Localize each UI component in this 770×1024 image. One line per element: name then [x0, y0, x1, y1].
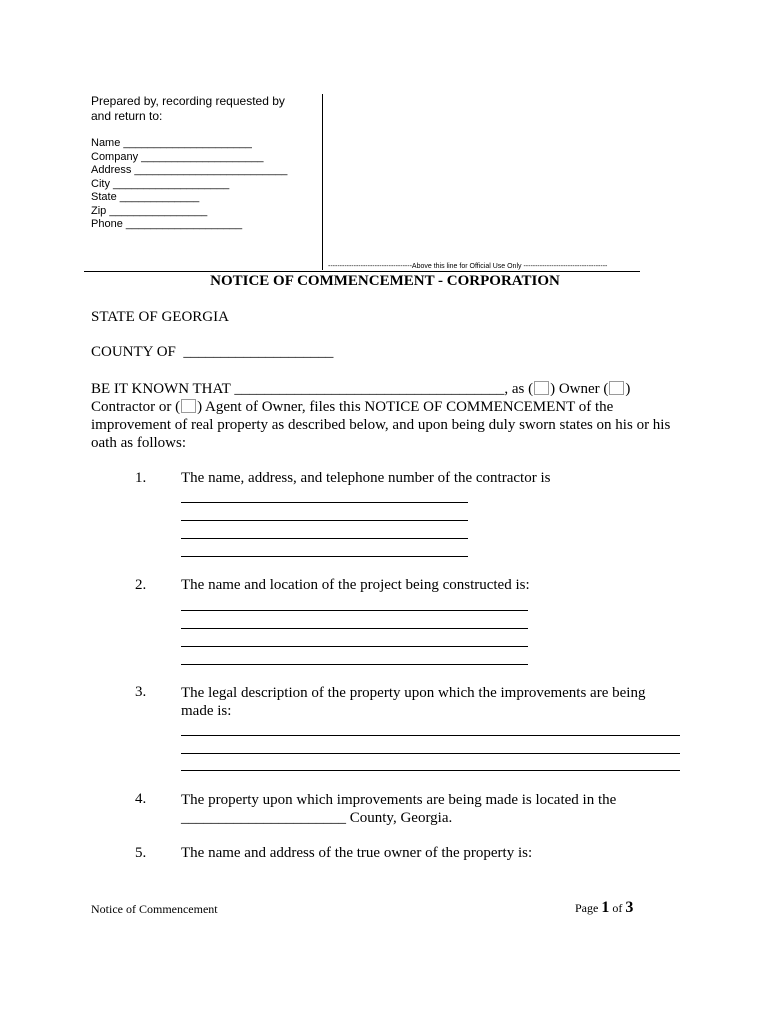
- agent-checkbox[interactable]: [181, 399, 196, 413]
- item-4-text: The property upon which improvements are being made is located in the ______________________ County, Georgia.: [181, 792, 617, 826]
- item-2-blank-line[interactable]: [181, 628, 528, 629]
- intro-line-3: improvement of real property as described below, and upon being duly sworn states on his or his: [91, 417, 671, 433]
- current-page: 1: [601, 899, 610, 916]
- county-line: [91, 344, 333, 361]
- city-blank[interactable]: ___________________: [113, 177, 230, 190]
- item-2-number: 2.: [135, 577, 147, 593]
- footer-doc-title: Notice of Commencement: [91, 902, 218, 916]
- field-phone: Phone ___________________: [91, 218, 243, 230]
- address-blank[interactable]: _________________________: [134, 164, 288, 176]
- field-state: State _____________: [91, 191, 200, 203]
- intro-paragraph: [91, 380, 670, 452]
- name-blank[interactable]: _____________________: [123, 137, 252, 149]
- item-1-text: The name, address, and telephone number of the contractor is: [181, 470, 551, 486]
- item-3-blank-line[interactable]: [181, 735, 680, 736]
- field-city: City ___________________: [91, 177, 230, 190]
- intro-line-1: BE IT KNOWN THAT ____________________________________, as ( ) Owner ( ): [91, 381, 631, 397]
- page-indicator: Page 1 of 3: [575, 899, 634, 916]
- item-1-blank-line[interactable]: [181, 556, 468, 557]
- item-5-number: 5.: [135, 845, 147, 861]
- company-blank[interactable]: ____________________: [141, 150, 264, 163]
- item-4-county-blank[interactable]: ______________________ County, Georgia.: [181, 810, 453, 826]
- item-3-text: The legal description of the property upon which the improvements are being made is:: [181, 685, 646, 719]
- contractor-checkbox[interactable]: [609, 381, 624, 395]
- item-1-blank-line[interactable]: [181, 502, 468, 503]
- return-address-fields: [91, 137, 287, 232]
- item-3-blank-line[interactable]: [181, 770, 680, 771]
- official-use-line: ------------------------------------Above this line for Official Use Only ------------------------------------: [328, 263, 608, 270]
- state-label: STATE OF GEORGIA: [91, 309, 229, 325]
- official-use-rule: [84, 271, 640, 272]
- zip-blank[interactable]: ________________: [109, 204, 208, 217]
- phone-blank[interactable]: ___________________: [125, 218, 243, 230]
- item-2-blank-line[interactable]: [181, 646, 528, 647]
- item-4-number: 4.: [135, 791, 147, 807]
- item-2-blank-line[interactable]: [181, 664, 528, 665]
- item-1-blank-line[interactable]: [181, 538, 468, 539]
- prepared-by-text: [91, 94, 285, 124]
- item-1-number: 1.: [135, 470, 147, 486]
- intro-line-4: oath as follows:: [91, 435, 186, 451]
- item-1-blank-line[interactable]: [181, 520, 468, 521]
- field-address: Address _________________________: [91, 164, 288, 176]
- item-3-number: 3.: [135, 684, 147, 700]
- owner-checkbox[interactable]: [534, 381, 549, 395]
- county-label: COUNTY OF: [91, 344, 176, 360]
- item-2-blank-line[interactable]: [181, 610, 528, 611]
- prepared-by-line2: and return to:: [91, 109, 163, 123]
- document-title: NOTICE OF COMMENCEMENT - CORPORATION: [210, 273, 560, 289]
- item-3-blank-line[interactable]: [181, 753, 680, 754]
- prepared-by-line1: Prepared by, recording requested by: [91, 94, 285, 108]
- state-blank[interactable]: _____________: [119, 191, 200, 203]
- field-company: Company ____________________: [91, 150, 264, 163]
- item-5-text: The name and address of the true owner of the property is:: [181, 845, 533, 861]
- item-2-text: The name and location of the project being constructed is:: [181, 577, 530, 593]
- declarant-blank[interactable]: ____________________________________,: [234, 381, 509, 397]
- total-pages: 3: [625, 899, 634, 916]
- field-name: Name _____________________: [91, 137, 252, 149]
- intro-line-2: Contractor or ( ) Agent of Owner, files this NOTICE OF COMMENCEMENT of the: [91, 399, 614, 415]
- field-zip: Zip ________________: [91, 204, 208, 217]
- county-blank[interactable]: ____________________: [183, 344, 334, 360]
- header-divider-vertical: [322, 94, 323, 270]
